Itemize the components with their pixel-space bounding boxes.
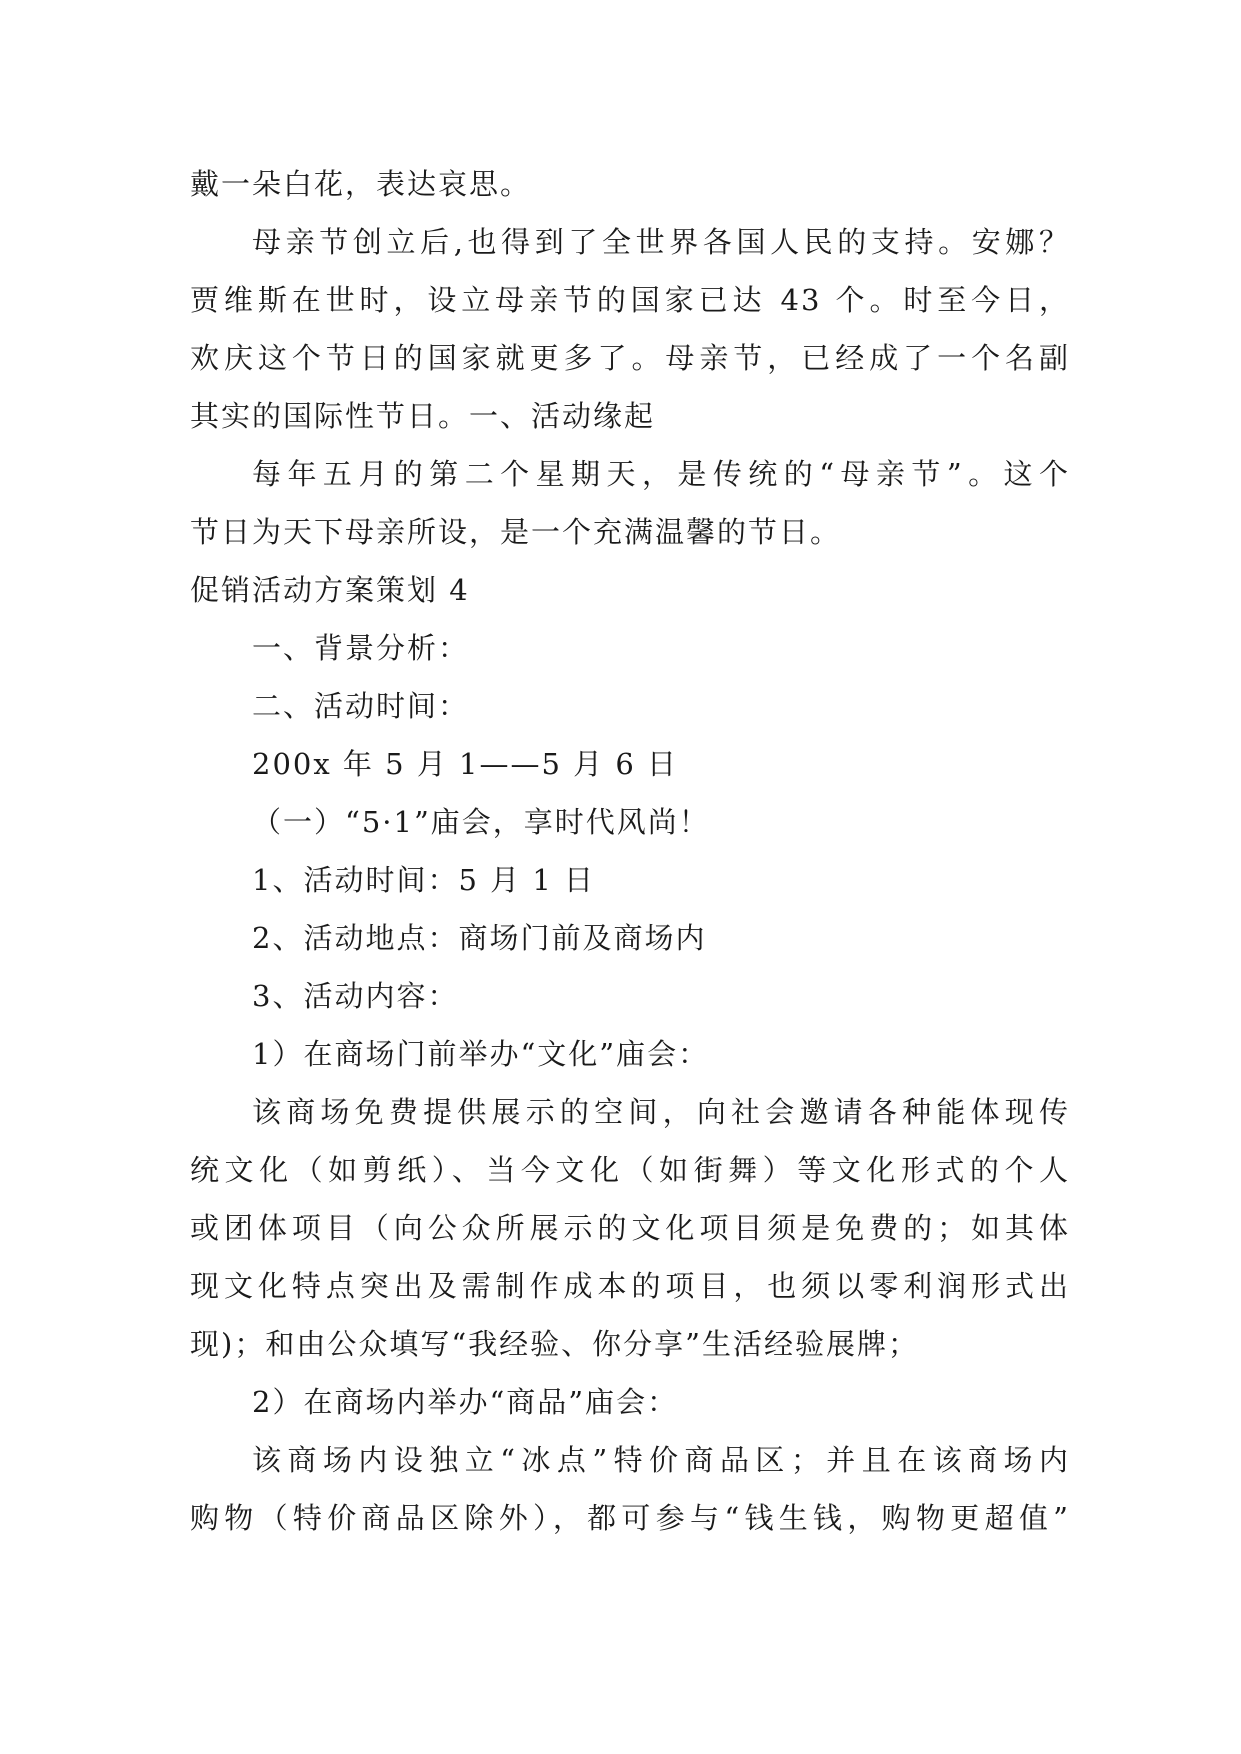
document-body bbox=[190, 155, 1070, 1547]
text-line: 戴一朵白花，表达哀思。 bbox=[190, 167, 532, 201]
text-line: 2、活动地点：商场门前及商场内 bbox=[252, 921, 707, 955]
text-line: 现)；和由公众填写“我经验、你分享”生活经验展牌； bbox=[190, 1327, 919, 1361]
text-line: 其实的国际性节日。一、活动缘起 bbox=[190, 399, 656, 433]
text-line: 促销活动方案策划 4 bbox=[190, 573, 470, 607]
text-line: 二、活动时间： bbox=[252, 689, 470, 723]
text-line: 3、活动内容： bbox=[252, 979, 459, 1013]
text-line: （一）“5·1”庙会，享时代风尚！ bbox=[252, 805, 710, 839]
text-line: 欢庆这个节日的国家就更多了。母亲节，已经成了一个名副 bbox=[190, 341, 1070, 375]
text-line: 1、活动时间：5 月 1 日 bbox=[252, 863, 596, 897]
text-line: 贾维斯在世时，设立母亲节的国家已达 43 个。时至今日， bbox=[190, 283, 1070, 317]
text-line: 统文化（如剪纸）、当今文化（如街舞）等文化形式的个人 bbox=[190, 1153, 1070, 1187]
text-line: 购物（特价商品区除外），都可参与“钱生钱，购物更超值” bbox=[190, 1501, 1070, 1535]
text-line: 该商场免费提供展示的空间，向社会邀请各种能体现传 bbox=[252, 1095, 1070, 1129]
text-line: 每年五月的第二个星期天，是传统的“母亲节”。这个 bbox=[252, 457, 1070, 491]
text-line: 1）在商场门前举办“文化”庙会： bbox=[252, 1037, 710, 1071]
text-line: 节日为天下母亲所设，是一个充满温馨的节日。 bbox=[190, 515, 842, 549]
text-line: 200x 年 5 月 1——5 月 6 日 bbox=[252, 747, 679, 781]
text-line: 该商场内设独立“冰点”特价商品区；并且在该商场内 bbox=[252, 1443, 1070, 1477]
text-line: 一、背景分析： bbox=[252, 631, 470, 665]
text-line: 母亲节创立后,也得到了全世界各国人民的支持。安娜？ bbox=[252, 225, 1070, 259]
text-line: 现文化特点突出及需制作成本的项目，也须以零利润形式出 bbox=[190, 1269, 1070, 1303]
text-line: 2）在商场内举办“商品”庙会： bbox=[252, 1385, 679, 1419]
text-line: 或团体项目（向公众所展示的文化项目须是免费的；如其体 bbox=[190, 1211, 1070, 1245]
